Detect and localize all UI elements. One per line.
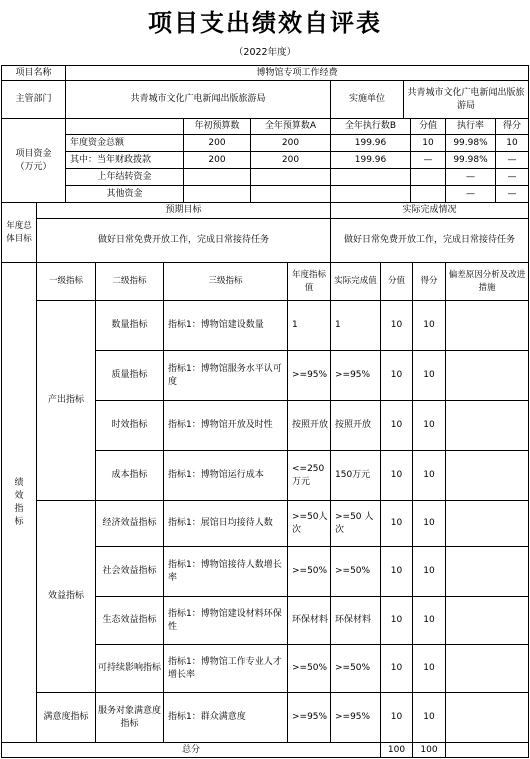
funds-cell: 199.96 [330,151,411,169]
funds-cell [330,168,411,186]
indicator-cell: >=50% [330,644,381,693]
funds-header-blank [65,118,184,135]
project-name-value: 博物馆专项工作经费 [65,65,529,81]
level1-satisfaction: 满意度指标 [36,692,96,743]
page-title: 项目支出绩效自评表 [148,8,382,37]
total-label: 总分 [1,742,381,758]
dept-label: 主管部门 [1,80,66,119]
impl-unit-label: 实施单位 [330,80,404,119]
total-value: 100 [380,742,413,758]
indicator-cell: 质量指标 [95,350,164,401]
funds-row-name: 其中：当年财政拨款 [65,151,184,169]
funds-label: 项目资金（万元） [1,118,66,203]
funds-cell [410,185,446,203]
year-subtitle: （2022年度） [233,47,297,58]
indicator-cell: 指标1：博物馆建设数量 [163,300,288,351]
indicator-cell: 10 [412,546,446,597]
deviation-cell [445,350,529,401]
indicator-cell: 10 [380,500,413,547]
funds-cell: — [445,168,496,186]
indicator-cell: 1 [287,300,331,351]
funds-cell [250,168,331,186]
indicator-cell: 环保材料 [330,596,381,645]
indicator-cell: 指标1：博物馆运行成本 [163,450,288,501]
deviation-cell [445,400,529,451]
funds-cell [410,168,446,186]
indicator-cell: >=95% [287,350,331,401]
funds-cell [330,185,411,203]
indicator-cell: 生态效益指标 [95,596,164,645]
funds-row-name: 其他资金 [65,185,184,203]
indicator-cell: 10 [380,644,413,693]
actual-goal-label: 实际完成情况 [330,202,529,219]
indicator-column-header: 年度指标值 [287,262,331,301]
funds-cell: 199.96 [330,134,411,152]
indicator-cell: >=50 人次 [330,500,381,547]
indicator-cell: <=250万元 [287,450,331,501]
indicator-column-header: 二级指标 [95,262,164,301]
annual-goal-label: 年度总体目标 [1,202,37,263]
funds-cell: 99.98% [445,134,496,152]
funds-cell: 200 [250,151,331,169]
deviation-cell [445,596,529,645]
funds-cell: 200 [183,151,251,169]
total-score: 100 [412,742,446,758]
funds-cell: — [495,151,529,169]
indicator-cell: 数量指标 [95,300,164,351]
funds-cell: 200 [183,134,251,152]
indicator-column-header: 分值 [380,262,413,301]
impl-unit-value: 共青城市文化广电新闻出版旅游局 [403,80,529,119]
indicator-cell: 指标1：博物馆接待人数增长率 [163,546,288,597]
indicator-cell: 指标1：展馆日均接待人数 [163,500,288,547]
indicator-column-header: 三级指标 [163,262,288,301]
funds-cell: — [495,168,529,186]
indicator-column-header: 实际完成值 [330,262,381,301]
indicator-cell: >=50人次 [287,500,331,547]
deviation-cell [445,500,529,547]
performance-indicator-label: 绩效指标 [1,262,37,743]
indicator-cell: 环保材料 [287,596,331,645]
indicator-cell: >=95% [287,692,331,743]
level1-benefit: 效益指标 [36,500,96,693]
indicator-cell: 10 [412,450,446,501]
indicator-cell: 10 [412,300,446,351]
funds-column-header: 年初预算数 [183,118,251,135]
total-blank [445,742,529,758]
funds-cell: — [410,151,446,169]
indicator-cell: 按照开放 [330,400,381,451]
indicator-cell: >=95% [330,692,381,743]
dept-value: 共青城市文化广电新闻出版旅游局 [65,80,331,119]
indicator-cell: 10 [412,500,446,547]
indicator-cell: 指标1：群众满意度 [163,692,288,743]
level1-output: 产出指标 [36,300,96,501]
funds-cell: 10 [495,134,529,152]
funds-column-header: 全年执行数B [330,118,411,135]
indicator-cell: 按照开放 [287,400,331,451]
funds-cell [250,185,331,203]
indicator-cell: 10 [412,692,446,743]
funds-cell: 200 [250,134,331,152]
indicator-cell: >=50% [287,644,331,693]
funds-row-name: 年度资金总额 [65,134,184,152]
indicator-cell: 指标1：博物馆开放及时性 [163,400,288,451]
indicator-cell: 10 [380,300,413,351]
indicator-cell: 10 [412,350,446,401]
deviation-cell [445,644,529,693]
indicator-cell: >=95% [330,350,381,401]
indicator-cell: 10 [412,644,446,693]
indicator-cell: 指标1：博物馆服务水平认可度 [163,350,288,401]
indicator-cell: 10 [412,400,446,451]
indicator-cell: 1 [330,300,381,351]
indicator-cell: 10 [380,596,413,645]
funds-column-header: 分值 [410,118,446,135]
deviation-cell [445,450,529,501]
indicator-cell: 社会效益指标 [95,546,164,597]
expected-goal-label: 预期目标 [36,202,331,219]
indicator-cell: >=50% [330,546,381,597]
deviation-cell [445,546,529,597]
indicator-cell: 10 [380,546,413,597]
indicator-cell: 150万元 [330,450,381,501]
funds-cell: 99.98% [445,151,496,169]
indicator-cell: 可持续影响指标 [95,644,164,693]
funds-cell: — [445,185,496,203]
deviation-cell [445,300,529,351]
expected-goal-text: 做好日常免费开放工作，完成日常接待任务 [36,218,331,263]
deviation-cell [445,692,529,743]
indicator-cell: 指标1：博物馆工作专业人才增长率 [163,644,288,693]
funds-column-header: 得分 [495,118,529,135]
funds-column-header: 全年预算数A [250,118,331,135]
indicator-column-header: 一级指标 [36,262,96,301]
indicator-cell: 经济效益指标 [95,500,164,547]
funds-cell [183,185,251,203]
funds-row-name: 上年结转资金 [65,168,184,186]
funds-cell: — [495,185,529,203]
indicator-column-header: 偏差原因分析及改进措施 [445,262,529,301]
indicator-cell: 服务对象满意度指标 [95,692,164,743]
funds-cell [183,168,251,186]
indicator-cell: 10 [380,400,413,451]
indicator-cell: 时效指标 [95,400,164,451]
indicator-cell: 10 [380,692,413,743]
indicator-cell: 10 [380,450,413,501]
indicator-cell: >=50% [287,546,331,597]
actual-goal-text: 做好日常免费开放工作，完成日常接待任务 [330,218,529,263]
indicator-column-header: 得分 [412,262,446,301]
funds-column-header: 执行率 [445,118,496,135]
funds-cell: 10 [410,134,446,152]
indicator-cell: 10 [380,350,413,401]
project-name-label: 项目名称 [1,65,66,81]
indicator-cell: 成本指标 [95,450,164,501]
indicator-cell: 指标1：博物馆建设材料环保性 [163,596,288,645]
indicator-cell: 10 [412,596,446,645]
